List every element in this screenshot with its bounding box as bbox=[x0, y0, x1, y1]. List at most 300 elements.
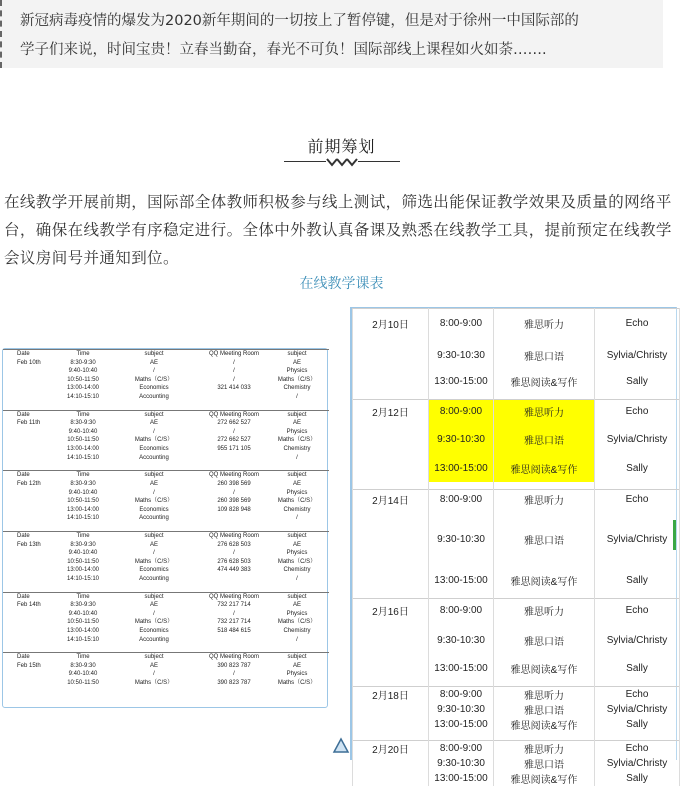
table-row bbox=[3, 384, 329, 393]
column-header: subject bbox=[265, 592, 329, 601]
table-spacer-row bbox=[353, 392, 680, 400]
spacer-cell bbox=[595, 679, 680, 687]
schedule-teacher: Sally bbox=[595, 570, 680, 591]
schedule-row bbox=[353, 659, 680, 679]
table-cell: 732 217 714 bbox=[217, 619, 251, 626]
schedule-time: 9:30-10:30 bbox=[429, 424, 494, 456]
table-cell: AE bbox=[292, 480, 301, 487]
date-cell bbox=[3, 428, 61, 437]
table-cell: Maths（C/S） bbox=[277, 680, 317, 687]
table-cell: 260 398 569 bbox=[217, 480, 251, 487]
table-row bbox=[3, 497, 329, 506]
schedule-time: 13:00-15:00 bbox=[429, 570, 494, 591]
table-cell: / bbox=[233, 489, 235, 496]
table-cell: / bbox=[153, 428, 155, 435]
schedule-row bbox=[353, 400, 680, 424]
schedule-date bbox=[353, 424, 429, 456]
table-cell: Accounting bbox=[139, 575, 169, 582]
date-cell: Feb 13th bbox=[17, 541, 41, 548]
date-cell bbox=[3, 454, 61, 463]
table-cell: 13:00-14:00 bbox=[66, 628, 100, 634]
schedule-teacher: Sylvia/Christy bbox=[595, 424, 680, 456]
table-cell: Accounting bbox=[139, 454, 169, 461]
column-header: subject bbox=[105, 531, 203, 540]
schedule-subject: 雅思阅读&写作 bbox=[494, 372, 595, 392]
table-cell: Chemistry bbox=[283, 506, 311, 513]
schedule-subject: 雅思阅读&写作 bbox=[494, 456, 595, 482]
schedule-time: 8:00-9:00 bbox=[429, 740, 494, 756]
date-cell: Feb 14th bbox=[17, 602, 41, 609]
schedule-date bbox=[353, 702, 429, 717]
spacer-cell bbox=[265, 523, 329, 532]
table-row bbox=[3, 367, 329, 376]
table-row bbox=[3, 454, 329, 463]
table-cell: / bbox=[233, 671, 235, 678]
table-row bbox=[3, 558, 329, 567]
table-spacer-row bbox=[3, 584, 329, 593]
table-cell: 10:50-11:50 bbox=[67, 680, 99, 687]
schedule-date bbox=[353, 756, 429, 771]
schedule-time: 8:00-9:00 bbox=[429, 309, 494, 339]
date-cell bbox=[3, 489, 61, 498]
spacer-cell bbox=[265, 584, 329, 593]
column-header: QQ Meeting Room bbox=[203, 592, 265, 601]
spacer-cell bbox=[353, 482, 429, 490]
table-cell: / bbox=[233, 550, 235, 557]
spacer-cell bbox=[265, 644, 329, 653]
date-cell bbox=[3, 636, 61, 645]
schedule-teacher: Sylvia/Christy bbox=[595, 702, 680, 717]
table-cell: / bbox=[233, 359, 235, 366]
column-header: Time bbox=[61, 531, 105, 540]
table-row bbox=[3, 636, 329, 645]
schedule-time: 8:00-9:00 bbox=[429, 490, 494, 510]
table-cell: / bbox=[233, 368, 235, 375]
schedule-teacher: Echo bbox=[595, 400, 680, 424]
table-cell: 14:10-15:10 bbox=[66, 515, 100, 522]
schedule-row bbox=[353, 623, 680, 659]
table-cell: / bbox=[296, 454, 298, 461]
schedule-subject: 雅思口语 bbox=[494, 756, 595, 771]
schedule-date bbox=[353, 372, 429, 392]
table-spacer-row bbox=[3, 462, 329, 471]
table-cell: 9:40-10:40 bbox=[68, 671, 98, 678]
schedule-teacher: Sylvia/Christy bbox=[595, 339, 680, 372]
spacer-cell bbox=[61, 402, 105, 411]
table-cell: 8:30-9:30 bbox=[70, 541, 96, 548]
schedule-date bbox=[353, 456, 429, 482]
table-cell: 260 398 569 bbox=[217, 498, 251, 505]
table-cell: Maths（C/S） bbox=[277, 376, 317, 383]
table-cell: Accounting bbox=[139, 393, 169, 400]
table-cell: / bbox=[296, 515, 298, 522]
table-cell bbox=[203, 454, 265, 463]
table-row bbox=[3, 506, 329, 515]
date-cell bbox=[3, 679, 61, 688]
table-cell: Accounting bbox=[139, 636, 169, 643]
table-cell: 8:30-9:30 bbox=[70, 480, 96, 487]
ielts-schedule-table-image bbox=[350, 307, 677, 786]
table-cell: AE bbox=[292, 602, 301, 609]
table-cell: Chemistry bbox=[283, 385, 311, 392]
table-cell: 14:10-15:10 bbox=[66, 636, 100, 643]
schedule-subject: 雅思阅读&写作 bbox=[494, 659, 595, 679]
date-cell: Feb 12th bbox=[17, 480, 41, 487]
table-cell: 272 662 527 bbox=[217, 420, 251, 427]
table-row bbox=[3, 419, 329, 428]
schedule-teacher: Sally bbox=[595, 372, 680, 392]
column-header: subject bbox=[105, 471, 203, 480]
table-row bbox=[3, 436, 329, 445]
schedule-time: 13:00-15:00 bbox=[429, 372, 494, 392]
table-header-row bbox=[3, 350, 329, 359]
date-cell: Feb 11th bbox=[17, 420, 41, 427]
column-header: subject bbox=[105, 653, 203, 662]
schedule-subject: 雅思口语 bbox=[494, 510, 595, 570]
triangle-icon[interactable] bbox=[332, 736, 350, 754]
table-cell: AE bbox=[149, 662, 158, 669]
spacer-cell bbox=[494, 591, 595, 599]
table-cell: 732 217 714 bbox=[217, 602, 251, 609]
table-row bbox=[3, 549, 329, 558]
intro-quote bbox=[0, 0, 663, 68]
table-cell: 518 484 615 bbox=[217, 628, 251, 634]
table-row bbox=[3, 679, 329, 688]
table-cell: / bbox=[153, 489, 155, 496]
spacer-cell bbox=[105, 523, 203, 532]
ielts-schedule-table bbox=[352, 308, 680, 786]
schedule-time: 9:30-10:30 bbox=[429, 510, 494, 570]
table-row bbox=[3, 376, 329, 385]
table-row bbox=[3, 662, 329, 671]
table-cell: Economics bbox=[139, 628, 169, 634]
date-cell bbox=[3, 497, 61, 506]
schedule-date bbox=[353, 717, 429, 732]
table-cell: 10:50-11:50 bbox=[67, 376, 99, 383]
table-cell: 276 628 503 bbox=[217, 558, 251, 565]
table-spacer-row bbox=[3, 644, 329, 653]
table-cell: 8:30-9:30 bbox=[70, 662, 96, 669]
table-cell: 8:30-9:30 bbox=[70, 420, 96, 427]
schedule-time: 8:00-9:00 bbox=[429, 400, 494, 424]
table-cell: Physics bbox=[286, 610, 308, 617]
table-cell: AE bbox=[149, 480, 158, 487]
table-cell: AE bbox=[292, 541, 301, 548]
schedule-subject: 雅思听力 bbox=[494, 599, 595, 623]
schedule-date bbox=[353, 510, 429, 570]
schedule-row bbox=[353, 372, 680, 392]
schedule-time: 9:30-10:30 bbox=[429, 702, 494, 717]
schedule-teacher: Echo bbox=[595, 740, 680, 756]
intro-line-2: 学子们来说，时间宝贵！立春当勤奋，春光不可负！国际部线上课程如火如荼……. bbox=[20, 42, 547, 58]
table-cell: Maths（C/S） bbox=[134, 558, 174, 565]
schedule-date: 2月14日 bbox=[353, 490, 429, 510]
table-cell: 13:00-14:00 bbox=[66, 567, 100, 574]
table-cell: 9:40-10:40 bbox=[68, 550, 98, 557]
column-header: subject bbox=[105, 592, 203, 601]
table-cell: AE bbox=[149, 602, 158, 609]
spacer-cell bbox=[595, 591, 680, 599]
column-header: Time bbox=[61, 653, 105, 662]
table-row bbox=[3, 627, 329, 636]
column-header: subject bbox=[265, 350, 329, 359]
chevron-decoration-icon bbox=[326, 156, 358, 168]
table-spacer-row bbox=[353, 679, 680, 687]
schedule-caption: 在线教学课表 bbox=[299, 276, 384, 292]
table-cell: 10:50-11:50 bbox=[67, 558, 99, 565]
table-row bbox=[3, 541, 329, 550]
schedule-subject: 雅思听力 bbox=[494, 400, 595, 424]
table-row bbox=[3, 359, 329, 368]
section-title: 前期筹划 bbox=[307, 137, 376, 156]
spacer-cell bbox=[429, 392, 494, 400]
table-cell: 10:50-11:50 bbox=[67, 619, 99, 626]
table-cell: AE bbox=[149, 359, 158, 366]
column-header: Date bbox=[3, 410, 61, 419]
spacer-cell bbox=[3, 644, 61, 653]
column-header: Time bbox=[61, 592, 105, 601]
spacer-cell bbox=[494, 392, 595, 400]
spacer-cell bbox=[203, 644, 265, 653]
spacer-cell bbox=[595, 732, 680, 740]
date-cell bbox=[3, 549, 61, 558]
schedule-time: 8:00-9:00 bbox=[429, 687, 494, 703]
date-cell bbox=[3, 445, 61, 454]
schedule-time: 13:00-15:00 bbox=[429, 659, 494, 679]
table-cell: 321 414 033 bbox=[217, 385, 251, 392]
schedule-subject: 雅思听力 bbox=[494, 740, 595, 756]
schedule-row bbox=[353, 456, 680, 482]
table-cell: 10:50-11:50 bbox=[67, 498, 99, 505]
table-cell: 9:40-10:40 bbox=[68, 610, 98, 617]
date-cell: Feb 10th bbox=[17, 359, 41, 366]
schedule-row bbox=[353, 490, 680, 510]
table-cell bbox=[203, 514, 265, 523]
schedule-subject: 雅思口语 bbox=[494, 702, 595, 717]
spacer-cell bbox=[595, 482, 680, 490]
column-header: Date bbox=[3, 653, 61, 662]
schedule-subject: 雅思阅读&写作 bbox=[494, 570, 595, 591]
schedule-date bbox=[353, 339, 429, 372]
table-cell: Maths（C/S） bbox=[134, 619, 174, 626]
date-cell bbox=[3, 610, 61, 619]
table-cell: 13:00-14:00 bbox=[66, 506, 100, 513]
schedule-subject: 雅思听力 bbox=[494, 309, 595, 339]
table-row bbox=[3, 393, 329, 402]
date-cell bbox=[3, 514, 61, 523]
table-spacer-row bbox=[3, 402, 329, 411]
schedule-time: 13:00-15:00 bbox=[429, 456, 494, 482]
schedule-date: 2月18日 bbox=[353, 687, 429, 703]
table-cell: 474 449 383 bbox=[217, 567, 251, 574]
table-cell: / bbox=[153, 368, 155, 375]
table-cell: AE bbox=[292, 359, 301, 366]
column-header: subject bbox=[105, 350, 203, 359]
date-cell bbox=[3, 436, 61, 445]
schedule-subject: 雅思阅读&写作 bbox=[494, 771, 595, 786]
spacer-cell bbox=[353, 679, 429, 687]
table-row bbox=[3, 428, 329, 437]
table-row bbox=[3, 566, 329, 575]
column-header: Date bbox=[3, 592, 61, 601]
date-cell bbox=[3, 376, 61, 385]
table-cell: / bbox=[153, 550, 155, 557]
table-header-row bbox=[3, 410, 329, 419]
date-cell bbox=[3, 670, 61, 679]
date-cell bbox=[3, 618, 61, 627]
table-cell: AE bbox=[292, 662, 301, 669]
spacer-cell bbox=[429, 591, 494, 599]
table-cell: Physics bbox=[286, 368, 308, 375]
spacer-cell bbox=[429, 732, 494, 740]
table-cell: Maths（C/S） bbox=[277, 437, 317, 444]
column-header: subject bbox=[265, 531, 329, 540]
schedule-row bbox=[353, 309, 680, 339]
table-cell: 14:10-15:10 bbox=[66, 575, 100, 582]
table-cell: / bbox=[153, 610, 155, 617]
schedule-date: 2月16日 bbox=[353, 599, 429, 623]
table-spacer-row bbox=[353, 591, 680, 599]
table-cell: Maths（C/S） bbox=[134, 376, 174, 383]
table-cell: Chemistry bbox=[283, 628, 311, 634]
spacer-cell bbox=[265, 402, 329, 411]
schedule-teacher: Echo bbox=[595, 490, 680, 510]
column-header: Time bbox=[61, 471, 105, 480]
table-cell: Chemistry bbox=[283, 446, 311, 453]
schedule-row bbox=[353, 570, 680, 591]
schedule-date: 2月10日 bbox=[353, 309, 429, 339]
table-row bbox=[3, 670, 329, 679]
date-cell bbox=[3, 367, 61, 376]
table-cell: Maths（C/S） bbox=[134, 680, 174, 687]
table-cell: Maths（C/S） bbox=[277, 558, 317, 565]
spacer-cell bbox=[105, 644, 203, 653]
schedule-date: 2月20日 bbox=[353, 740, 429, 756]
table-cell: 14:10-15:10 bbox=[66, 454, 100, 461]
schedule-row bbox=[353, 756, 680, 771]
table-cell: Physics bbox=[286, 550, 308, 557]
date-cell bbox=[3, 627, 61, 636]
schedule-date bbox=[353, 771, 429, 786]
spacer-cell bbox=[353, 392, 429, 400]
schedule-time: 9:30-10:30 bbox=[429, 339, 494, 372]
table-cell: Economics bbox=[139, 385, 169, 392]
schedule-subject: 雅思阅读&写作 bbox=[494, 717, 595, 732]
column-header: QQ Meeting Room bbox=[203, 653, 265, 662]
schedule-time: 9:30-10:30 bbox=[429, 756, 494, 771]
column-header: subject bbox=[105, 410, 203, 419]
column-header: QQ Meeting Room bbox=[203, 531, 265, 540]
schedule-teacher: Sylvia/Christy bbox=[595, 623, 680, 659]
schedule-teacher: Sally bbox=[595, 771, 680, 786]
table-header-row bbox=[3, 592, 329, 601]
table-cell: 8:30-9:30 bbox=[70, 602, 96, 609]
table-header-row bbox=[3, 653, 329, 662]
selection-marker bbox=[673, 520, 676, 550]
schedule-teacher: Echo bbox=[595, 687, 680, 703]
table-cell: Maths（C/S） bbox=[277, 619, 317, 626]
table-cell: 390 823 787 bbox=[217, 662, 251, 669]
table-cell: Chemistry bbox=[283, 567, 311, 574]
body-paragraph: 在线教学开展前期，国际部全体教师积极参与线上测试，筛选出能保证教学效果及质量的网络平台，确保在线教学有序稳定进行。全体中外教认真备课及熟悉在线教学工具，提前预定在线教学会议房间号并通知到位。 bbox=[4, 193, 672, 267]
schedule-subject: 雅思口语 bbox=[494, 424, 595, 456]
spacer-cell bbox=[105, 402, 203, 411]
table-row bbox=[3, 480, 329, 489]
schedule-row bbox=[353, 717, 680, 732]
table-cell bbox=[203, 393, 265, 402]
table-header-row bbox=[3, 531, 329, 540]
table-cell: 13:00-14:00 bbox=[66, 446, 100, 453]
schedule-teacher: Sylvia/Christy bbox=[595, 756, 680, 771]
table-cell: / bbox=[296, 393, 298, 400]
table-cell: 8:30-9:30 bbox=[70, 359, 96, 366]
table-row bbox=[3, 445, 329, 454]
spacer-cell bbox=[429, 482, 494, 490]
spacer-cell bbox=[265, 462, 329, 471]
schedule-row bbox=[353, 702, 680, 717]
schedule-subject: 雅思听力 bbox=[494, 490, 595, 510]
spacer-cell bbox=[203, 584, 265, 593]
spacer-cell bbox=[3, 584, 61, 593]
table-spacer-row bbox=[353, 482, 680, 490]
table-cell: / bbox=[296, 636, 298, 643]
date-cell bbox=[3, 384, 61, 393]
table-cell: / bbox=[233, 376, 235, 383]
spacer-cell bbox=[61, 644, 105, 653]
table-cell: / bbox=[233, 610, 235, 617]
table-cell: Economics bbox=[139, 506, 169, 513]
table-cell: Maths（C/S） bbox=[277, 498, 317, 505]
table-cell: Physics bbox=[286, 428, 308, 435]
date-cell bbox=[3, 575, 61, 584]
table-cell bbox=[203, 575, 265, 584]
schedule-teacher: Sally bbox=[595, 659, 680, 679]
column-header: QQ Meeting Room bbox=[203, 471, 265, 480]
table-cell: Physics bbox=[286, 671, 308, 678]
schedule-teacher: Sylvia/Christy bbox=[595, 510, 680, 570]
table-row bbox=[3, 489, 329, 498]
schedule-time: 13:00-15:00 bbox=[429, 717, 494, 732]
column-header: subject bbox=[265, 471, 329, 480]
schedule-row bbox=[353, 424, 680, 456]
schedule-row bbox=[353, 740, 680, 756]
schedule-subject: 雅思口语 bbox=[494, 623, 595, 659]
table-cell bbox=[203, 636, 265, 645]
column-header: Date bbox=[3, 531, 61, 540]
table-cell: / bbox=[153, 671, 155, 678]
table-row bbox=[3, 514, 329, 523]
table-cell: AE bbox=[149, 541, 158, 548]
spacer-cell bbox=[105, 462, 203, 471]
table-cell: 272 662 527 bbox=[217, 437, 251, 444]
table-row bbox=[3, 601, 329, 610]
spacer-cell bbox=[61, 462, 105, 471]
schedule-time: 8:00-9:00 bbox=[429, 599, 494, 623]
schedule-teacher: Echo bbox=[595, 309, 680, 339]
spacer-cell bbox=[61, 523, 105, 532]
spacer-cell bbox=[3, 402, 61, 411]
spacer-cell bbox=[203, 523, 265, 532]
date-cell bbox=[3, 506, 61, 515]
table-cell: 9:40-10:40 bbox=[68, 428, 98, 435]
table-cell: / bbox=[233, 428, 235, 435]
column-header: QQ Meeting Room bbox=[203, 410, 265, 419]
schedule-row bbox=[353, 339, 680, 372]
qq-schedule-table bbox=[3, 349, 329, 688]
spacer-cell bbox=[203, 462, 265, 471]
table-cell: 10:50-11:50 bbox=[67, 437, 99, 444]
schedule-date bbox=[353, 570, 429, 591]
